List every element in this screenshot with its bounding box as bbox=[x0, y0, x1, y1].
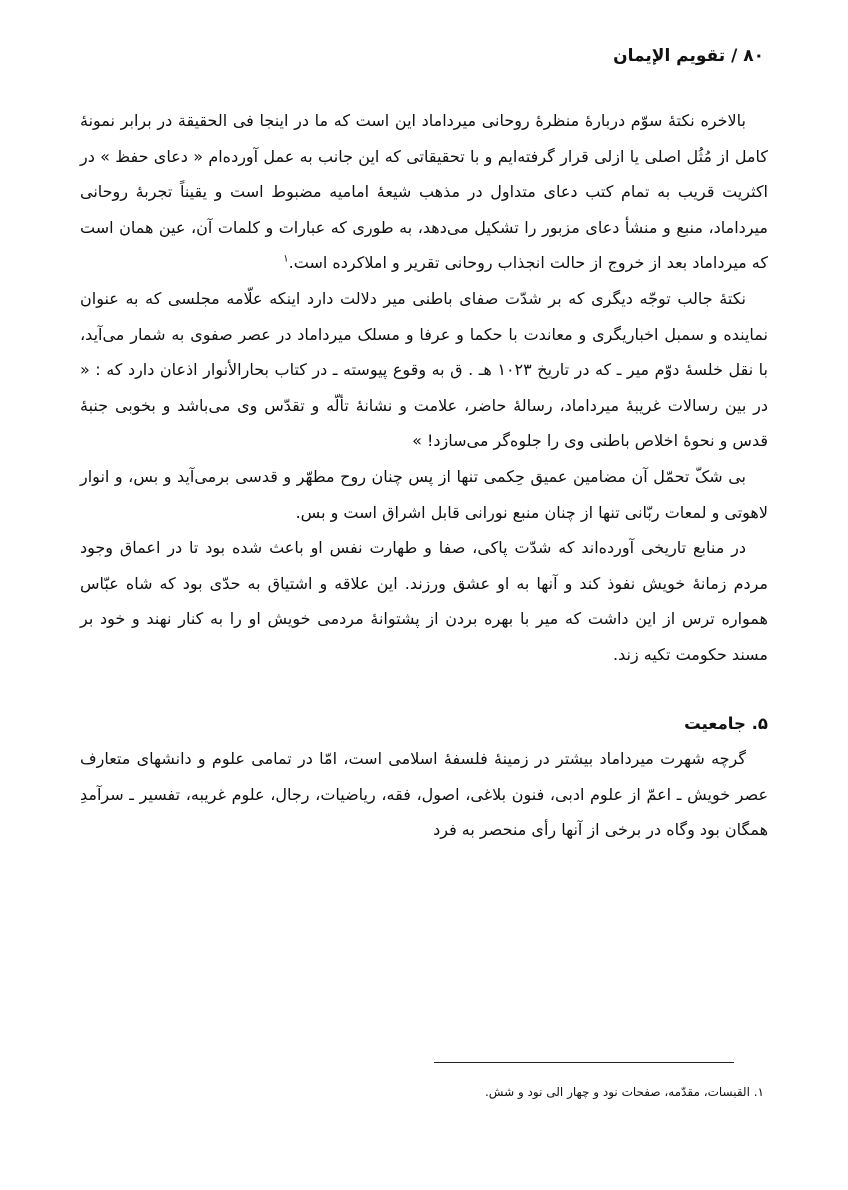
footnote: ۱. القبسات، مقدّمه، صفحات نود و چهار الی نود و شش. bbox=[484, 1085, 764, 1099]
paragraph-1 bbox=[80, 103, 768, 281]
footnote-divider bbox=[434, 1062, 734, 1063]
page-header: ٨٠ / تقویم الإیمان bbox=[613, 46, 764, 66]
paragraph-5: گرچه شهرت میرداماد بیشتر در زمینهٔ فلسفهٔ اسلامی است، امّا در تمامی علوم و دانشهای متعارف عصر خویش ـ اعمّ از علوم ادبی، فنون بلاغی، اصول، فقه، ریاضیات، رجال، علوم غریبه، تفسیر ـ سرآمدِ همگان بود وگاه در برخی از آنها رأی منحصر به فرد bbox=[80, 749, 768, 840]
paragraph-2: نکتهٔ جالب توجّه دیگری که بر شدّت صفای باطنی میر دلالت دارد اینکه علّامه مجلسی که به عنوان نماینده و سمبل اخباریگری و معاندت با حکما و عرفا و مسلک میرداماد در عصر صفوی به شمار می‌آید، با نقل خلسهٔ دوّم میر ـ که در تاریخ ۱۰۲۳ هـ . ق به وقوع پیوسته ـ در کتاب بحارالأنوار اذعان دارد که : « در بین رسالات غریبهٔ میرداماد، رسالهٔ حاضر، علامت و نشانهٔ تألّه و تقدّس وی می‌باشد و بخوبی جنبهٔ قدس و نحوهٔ اخلاص باطنی وی را جلوه‌گر می‌سازد! » bbox=[80, 288, 769, 451]
paragraph-1-text: بالاخره نکتهٔ سوّم دربارهٔ منظرهٔ روحانی میرداماد این است که ما در اینجا فی الحقیقة در برابر نمونهٔ کامل از مُثُل اصلی یا ازلی قرار گرفته‌ایم و با تحقیقاتی که این جانب به عمل آورده‌ام « دعای حفظ » در اکثریت قریب به تمام کتب دعای متداول در مذهب شیعهٔ امامیه مضبوط است و یقیناً تجربهٔ روحانی میرداماد، منبع و منشأ دعای مزبور را تشکیل می‌دهد، به طوری که عبارات و کلمات آن، عین همان است که میرداماد بعد از خروج از حالت انجذاب روحانی تقریر و املاکرده است. bbox=[80, 111, 768, 273]
paragraph-4: در منابع تاریخی آورده‌اند که شدّت پاکی، صفا و طهارت نفس او باعث شده بود تا در اعماق وجود مردم زمانهٔ خویش نفوذ کند و آنها به او عشق ورزند. این علاقه و اشتیاق به حدّی بود که شاه عبّاس همواره ترس از این داشت که میر با بهره بردن از پشتوانهٔ مردمی خویش او را به کنار نهند و خود بر مسند حکومت تکیه زند. bbox=[80, 538, 768, 664]
section-wrap bbox=[80, 706, 768, 742]
body-text bbox=[80, 103, 768, 848]
footnote-reference[interactable]: ۱ bbox=[283, 254, 289, 266]
section-heading: ۵. جامعیت bbox=[684, 713, 768, 733]
paragraph-3: بی شکّ تحمّل آن مضامین عمیق حِکمی تنها از پس چنان روح مطهّر و قدسی برمی‌آید و بس، و انوار لاهوتی و لمعات ربّانی تنها از چنان منبع نورانی قابل اشراق است و بس. bbox=[80, 466, 768, 522]
